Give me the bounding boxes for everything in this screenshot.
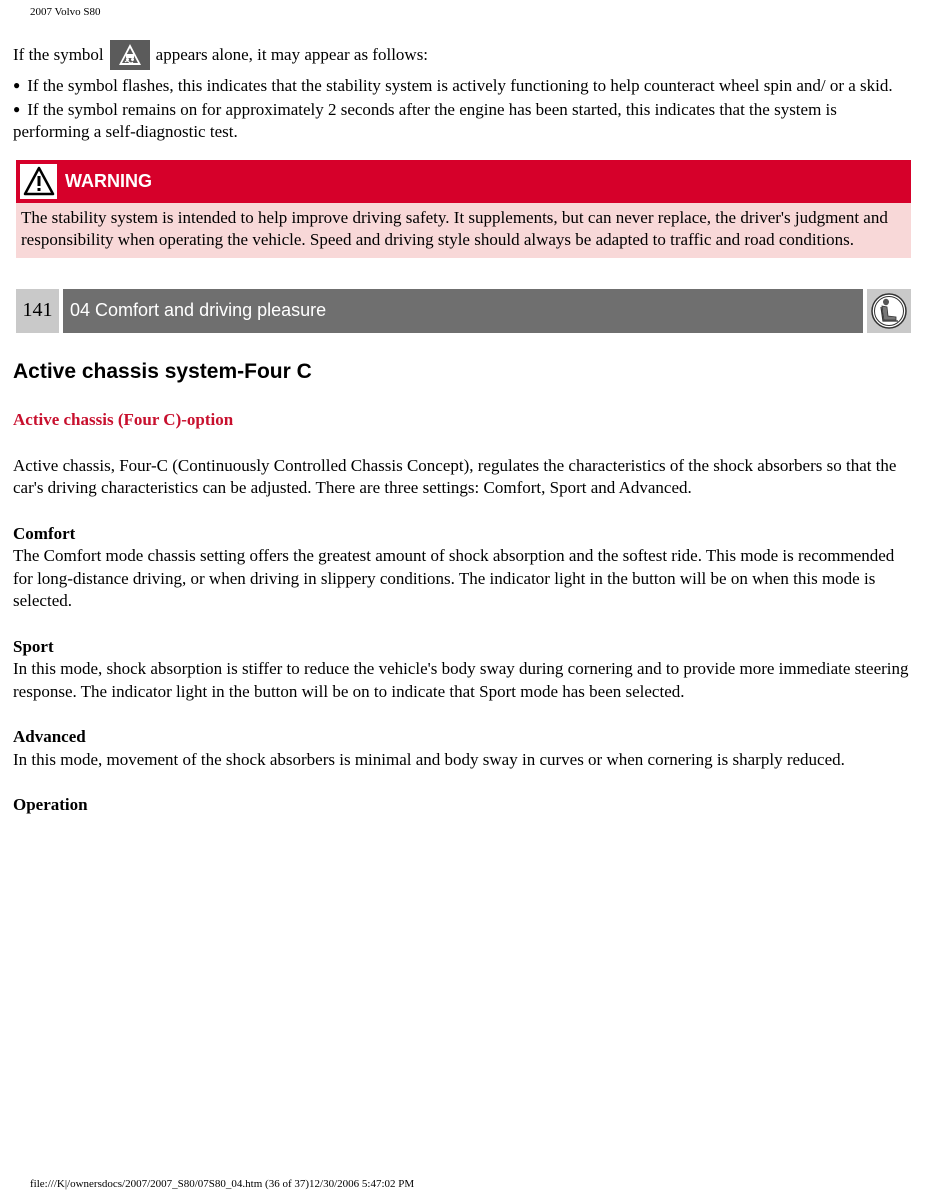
chapter-title: 04 Comfort and driving pleasure bbox=[63, 289, 863, 333]
section-subheading: Active chassis (Four C)-option bbox=[13, 409, 234, 429]
document-header: 2007 Volvo S80 bbox=[30, 6, 101, 18]
warning-box bbox=[16, 160, 911, 258]
page-number: 141 bbox=[16, 289, 59, 333]
list-item-text: If the symbol flashes, this indicates that the stability system is actively functioning to help counteract wheel spin and/ or a skid. bbox=[27, 76, 893, 95]
section-title: Comfort bbox=[13, 523, 76, 543]
warning-body: The stability system is intended to help improve driving safety. It supplements, but can never replace, the driver's judgment and responsibility when operating the vehicle. Speed and driving style should always be adapted to traffic and road conditions. bbox=[16, 203, 911, 258]
section-body: In this mode, shock absorption is stiffer to reduce the vehicle's body sway during cornering and to provide more immediate steering response. The indicator light in the button will be on to indicate that Sport mode has been selected. bbox=[13, 659, 909, 701]
page-title: Active chassis system-Four C bbox=[13, 359, 312, 383]
bullet-dot-icon: ● bbox=[13, 78, 21, 92]
section-title: Sport bbox=[13, 636, 54, 656]
chapter-bar bbox=[16, 289, 911, 333]
page-footer: file:///K|/ownersdocs/2007/2007_S80/07S80_04.htm (36 of 37)12/30/2006 5:47:02 PM bbox=[30, 1178, 415, 1190]
section-title: Advanced bbox=[13, 727, 86, 746]
list-item bbox=[13, 98, 913, 144]
intro-line bbox=[13, 40, 913, 70]
stability-system-symbol-icon bbox=[110, 40, 150, 70]
warning-triangle-icon bbox=[20, 164, 57, 199]
intro-after-icon: appears alone, it may appear as follows: bbox=[155, 45, 429, 64]
list-item-text: If the symbol remains on for approximately 2 seconds after the engine has been started, this indicates that the system is performing a self-diagnostic test. bbox=[13, 99, 837, 141]
section-title: Operation bbox=[13, 795, 88, 814]
section-body: The Comfort mode chassis setting offers the greatest amount of shock absorption and the softest ride. This mode is recommended for long-distance driving, or when driving in slippery conditions. The indicator light in the button will be on when this mode is selected. bbox=[13, 546, 895, 610]
section-comfort bbox=[13, 523, 913, 613]
section-body: In this mode, movement of the shock absorbers is minimal and body sway in curves or when cornering is sharply reduced. bbox=[13, 749, 845, 769]
warning-title: WARNING bbox=[65, 170, 152, 191]
warning-header bbox=[16, 160, 911, 203]
bullet-dot-icon: ● bbox=[13, 101, 21, 116]
section-sport bbox=[13, 636, 913, 704]
section-advanced bbox=[13, 726, 913, 771]
bullet-list bbox=[13, 74, 913, 144]
intro-paragraph: Active chassis, Four-C (Continuously Controlled Chassis Concept), regulates the characteristics of the shock absorbers so that the car's driving characteristics can be adjusted. There are three settings: Comfort, Sport and Advanced. bbox=[13, 455, 897, 497]
section-operation bbox=[13, 794, 913, 817]
seat-icon bbox=[867, 289, 911, 333]
list-item bbox=[13, 74, 913, 98]
intro-before-icon: If the symbol bbox=[13, 45, 104, 64]
page-content bbox=[13, 40, 913, 817]
